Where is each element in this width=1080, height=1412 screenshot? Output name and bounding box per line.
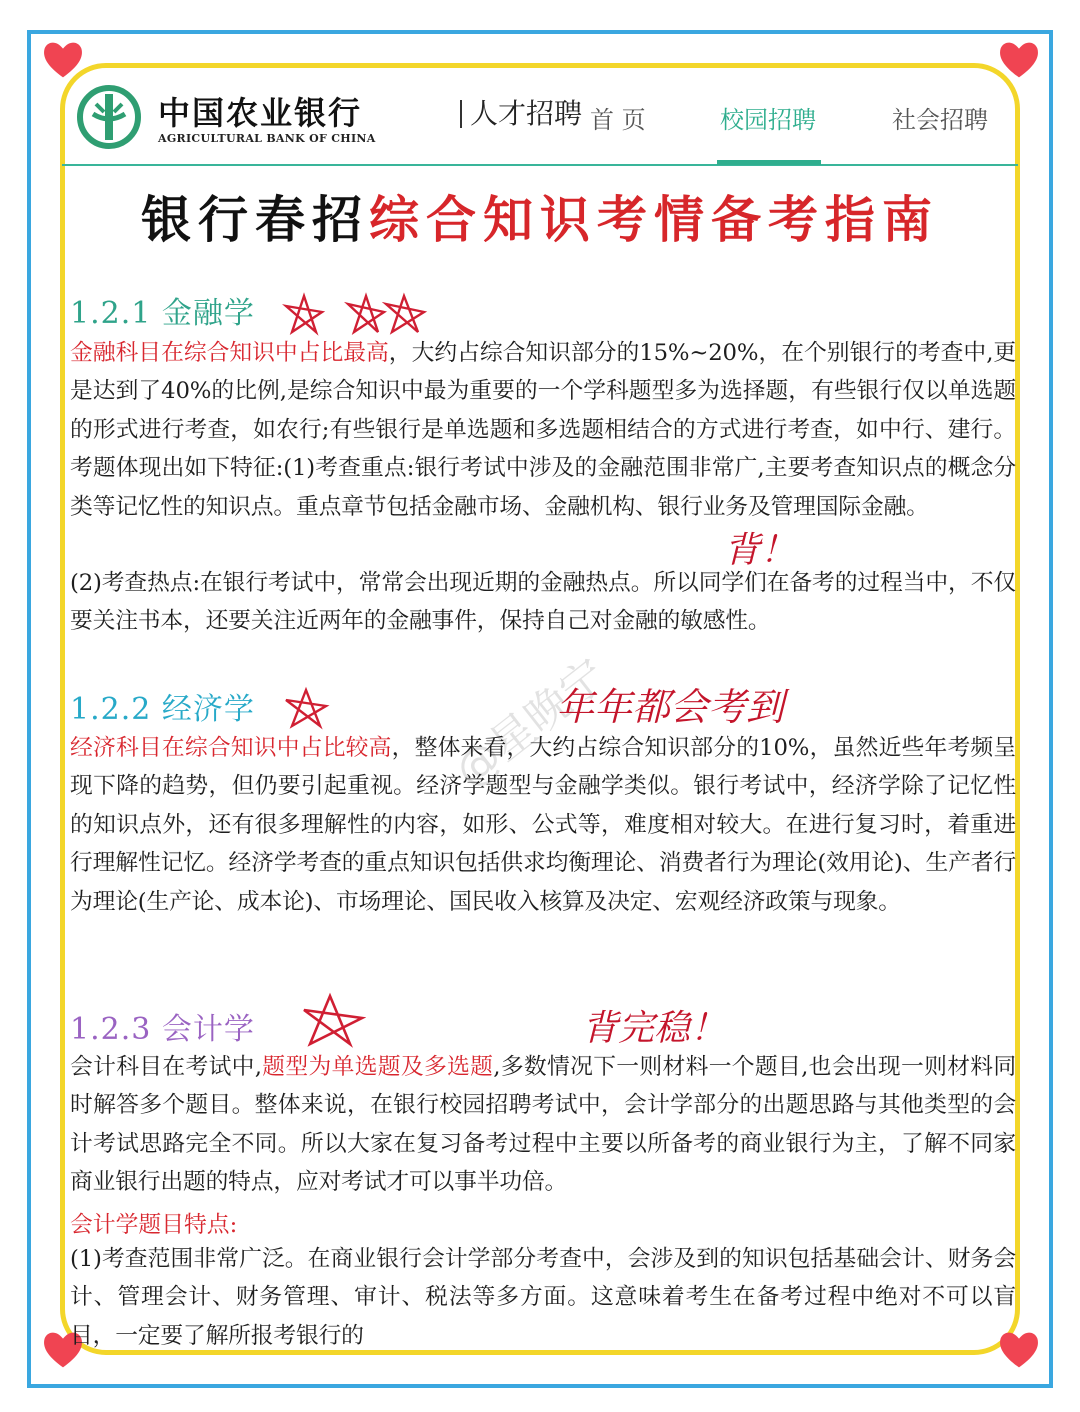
bank-name-english: AGRICULTURAL BANK OF CHINA [158,132,376,145]
section-heading-finance: 1.2.1 金融学 [70,296,255,331]
finance-paragraph-1 [70,334,1016,526]
page-title [0,180,1080,252]
section-heading-accounting: 1.2.3 会计学 [70,1012,255,1047]
annotation-memorize: 背！ [724,530,797,571]
bank-logo-icon [76,84,142,150]
watermark: @星晚宁 [445,649,616,798]
finance-paragraph-2: (2)考查热点:在银行考试中，常常会出现近期的金融热点。所以同学们在备考的过程当中，不仅要关注书本，还要关注近两年的金融事件，保持自己对金融的敏感性。 [70,570,1016,635]
finance-highlight: 金融科目在综合知识中占比最高 [70,340,389,366]
economics-highlight: 经济科目在综合知识中占比较高 [70,735,392,761]
bank-header [62,78,1018,166]
header-divider [460,100,462,128]
accounting-highlight: 题型为单选题及多选题 [261,1054,494,1080]
section-heading-economics: 1.2.2 经济学 [70,692,255,727]
annotation-memorize-all: 背完稳！ [582,1008,727,1049]
nav-home[interactable]: 首 页 [590,106,646,134]
economics-body: ，整体来看，大约占综合知识部分的10%，虽然近些年考频呈现下降的趋势，但仍要引起重视。经济学题型与金融学类似。银行考试中，经济学除了记忆性的知识点外，还有很多理解性的内容，如形、公式等，难度相对较大。在进行复习时，着重进行理解性记忆。经济学考查的重点知识包括供求均衡理论、消费者行为理论(效用论)、生产者行为理论(生产论、成本论)、市场理论、国民收入核算及决定、宏观经济政策与现象。 [70,735,1017,915]
heart-icon [996,36,1042,82]
title-black-part: 银行春招 [141,191,369,249]
star-doodle-icon [282,686,332,732]
accounting-paragraph [70,1048,1016,1202]
heart-icon [40,36,86,82]
title-red-part: 综合知识考情备考指南 [369,191,939,249]
finance-body: ，大约占综合知识部分的15%~20%，在个别银行的考查中,更是达到了40%的比例,是综合知识中最为重要的一个学科题型多为选择题，有些银行仅以单选题的形式进行考查，如农行;有些银行是单选题和多选题相结合的方式进行考查，如中行、建行。考题体现出如下特征:(1)考查重点:银行考试中涉及的金融范围非常广,主要考查知识点的概念分类等记忆性的知识点。重点章节包括金融市场、金融机构、银行业务及管理国际金融。 [70,340,1017,520]
accounting-body: ,多数情况下一则材料一个题目,也会出现一则材料同时解答多个题目。整体来说，在银行校园招聘考试中，会计学部分的出题思路与其他类型的会计考试思路完全不同。所以大家在复习备考过程中主要以所备考的商业银行为主，了解不同家商业银行出题的特点，应对考试才可以事半功倍。 [70,1054,1016,1196]
nav-campus-recruitment[interactable]: 校园招聘 [720,106,816,134]
nav-social-recruitment[interactable]: 社会招聘 [892,106,988,134]
annotation-every-year: 年年都会考到 [556,685,785,729]
accounting-pre: 会计科目在考试中, [70,1054,262,1080]
accounting-features-label: 会计学题目特点: [70,1212,238,1238]
star-doodle-icon [282,292,432,338]
star-doodle-icon [300,992,366,1050]
active-nav-underline [717,160,821,165]
recruitment-label: 人才招聘 [470,97,583,130]
accounting-features-paragraph: (1)考查范围非常广泛。在商业银行会计学部分考查中，会涉及到的知识包括基础会计、财务会计、管理会计、财务管理、审计、税法等多方面。这意味着考生在备考过程中绝对不可以盲目，一定要了解所报考银行的 [70,1246,1016,1349]
economics-paragraph [70,729,1016,921]
bank-name: 中国农业银行 [158,94,363,132]
